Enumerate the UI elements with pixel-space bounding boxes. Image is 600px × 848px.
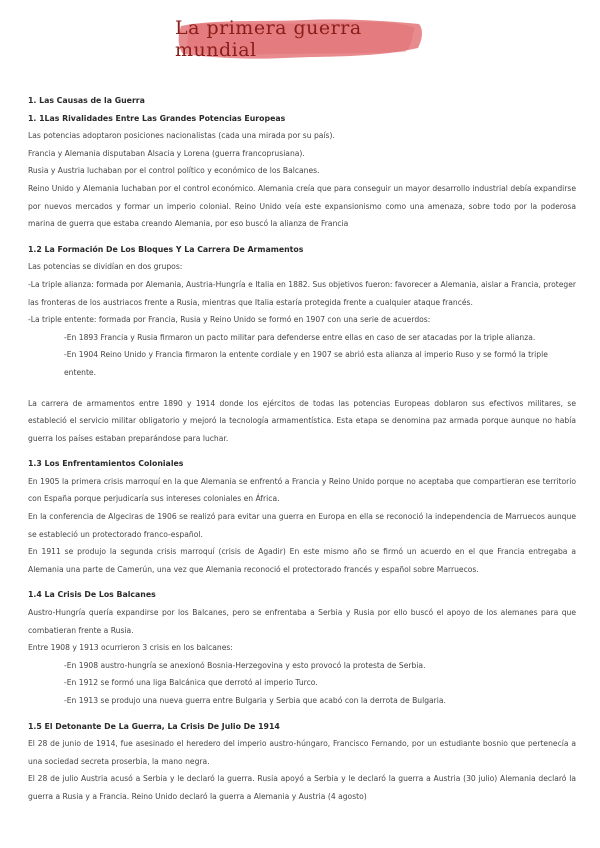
title-banner xyxy=(175,16,425,62)
paragraph: En 1911 se produjo la segunda crisis marroquí (crisis de Agadir) En este mismo año se firmó un acuerdo en el que Francia entregaba a Alemania una parte de Camerún, una vez que Alemania reconoció el protectorado francés y español sobre Marruecos. xyxy=(28,547,576,574)
paragraph: Rusia y Austria luchaban por el control político y económico de los Balcanes. xyxy=(28,166,320,176)
paragraph: -La triple entente: formada por Francia, Rusia y Reino Unido se formó en 1907 con una serie de acuerdos: xyxy=(28,315,431,325)
paragraph: Francia y Alemania disputaban Alsacia y Lorena (guerra francoprusiana). xyxy=(28,148,305,158)
section-heading: 1.2 La Formación De Los Bloques Y La Carrera De Armamentos xyxy=(28,244,304,254)
indented-item: -En 1904 Reino Unido y Francia firmaron la entente cordiale y en 1907 se abrió esta alianza al imperio Ruso y se formó la triple entente. xyxy=(64,350,548,377)
indented-item: -En 1913 se produjo una nueva guerra entre Bulgaria y Serbia que acabó con la derrota de Bulgaria. xyxy=(64,696,446,705)
paragraph: Las potencias se dividían en dos grupos: xyxy=(28,262,183,272)
document-body xyxy=(28,92,576,806)
section-heading: 1. Las Causas de la Guerra xyxy=(28,96,145,105)
paragraph: La carrera de armamentos entre 1890 y 1914 donde los ejércitos de todas las potencias Europeas doblaron sus efectivos militares, se estableció el servicio militar obligatorio y mejoró la tecnología armamentística. Esta etapa se denomina paz armada porque aunque no había guerra los países estaban preparándose para luchar. xyxy=(28,398,576,443)
paragraph: Las potencias adoptaron posiciones nacionalistas (cada una mirada por su país). xyxy=(28,131,335,141)
section-heading: 1.3 Los Enfrentamientos Coloniales xyxy=(28,459,184,469)
indented-item: -En 1908 austro-hungría se anexionó Bosnia-Herzegovina y esto provocó la protesta de Serbia. xyxy=(64,660,426,670)
paragraph: -La triple alianza: formada por Alemania, Austria-Hungría e Italia en 1882. Sus objetivos fueron: favorecer a Alemania, aislar a Francia, proteger las fronteras de los austriacos frente a Rusia, mientras que Italia estaría protegida frente a cualquier ataque francés. xyxy=(28,279,576,307)
paragraph: El 28 de junio de 1914, fue asesinado el heredero del imperio austro-húngaro, Francisco Fernando, por un estudiante bosnio que pertenecía a una sociedad secreta proserbia, la mano negra. xyxy=(28,739,576,766)
section-heading: 1.4 La Crisis De Los Balcanes xyxy=(28,590,156,600)
paragraph: Reino Unido y Alemania luchaban por el control económico. Alemania creía que para conseguir un mayor desarrollo industrial debía expandirse por nuevos mercados y formar un imperio colonial. Reino Unido veía este expansionismo como una amenaza, sobre todo por la poderosa marina de guerra que estaba creando Alemania, por eso buscó la alianza de Francia xyxy=(28,183,576,229)
paragraph: El 28 de julio Austria acusó a Serbia y le declaró la guerra. Rusia apoyó a Serbia y le declaró la guerra a Austria (30 julio) Alemania declaró la guerra a Rusia y a Francia. Reino Unido declaró la guerra a Alemania y Austria (4 agosto) xyxy=(28,774,576,801)
indented-item: -En 1893 Francia y Rusia firmaron un pacto militar para defenderse entre ellas en caso de ser atacadas por la triple alianza. xyxy=(64,332,536,342)
paragraph: En la conferencia de Algeciras de 1906 se realizó para evitar una guerra en Europa en ella se reconoció la independencia de Marruecos aunque se estableció un protectorado franco-español. xyxy=(28,512,576,539)
paragraph: Austro-Hungría quería expandirse por los Balcanes, pero se enfrentaba a Serbia y Rusia por ello buscó el apoyo de los alemanes para que combatieran frente a Rusia. xyxy=(28,608,576,635)
indented-item: -En 1912 se formó una liga Balcánica que derrotó al imperio Turco. xyxy=(64,678,318,688)
page-title: La primera guerra mundial xyxy=(175,17,362,61)
section-heading: 1.5 El Detonante De La Guerra, La Crisis De Julio De 1914 xyxy=(28,721,280,731)
paragraph: Entre 1908 y 1913 ocurrieron 3 crisis en los balcanes: xyxy=(28,643,233,653)
paragraph: En 1905 la primera crisis marroquí en la que Alemania se enfrentó a Francia y Reino Unido porque no aceptaba que compartieran ese territorio con España porque perjudicaría sus intereses coloniales en África. xyxy=(28,476,576,504)
subsection-heading: 1. 1Las Rivalidades Entre Las Grandes Potencias Europeas xyxy=(28,113,286,123)
